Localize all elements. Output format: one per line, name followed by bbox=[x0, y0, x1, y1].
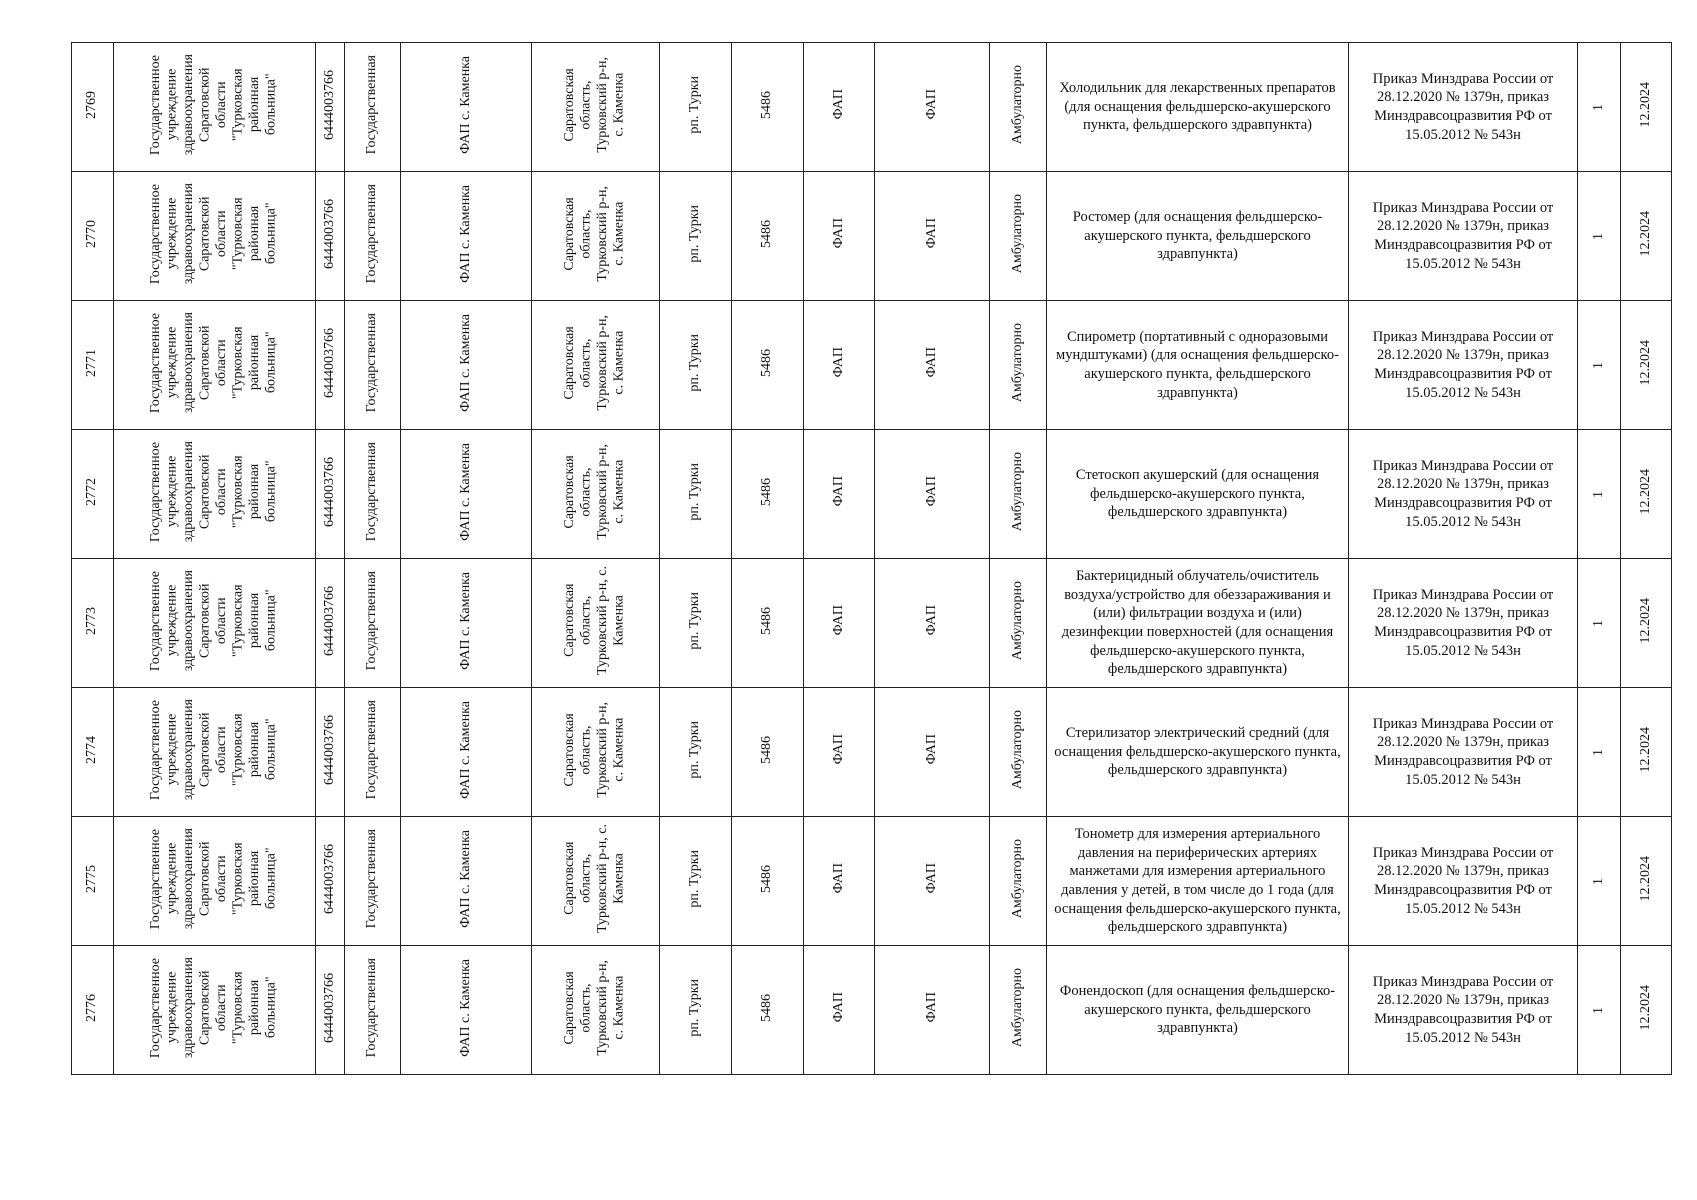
order-cell bbox=[1349, 172, 1578, 301]
regulatory-order: Приказ Минздрава России от 28.12.2020 № 1379н, приказ Минздравсоцразвития РФ от 15.05.2012 № 543н bbox=[1372, 328, 1554, 401]
facility-name: ФАП с. Каменка bbox=[457, 958, 473, 1057]
row-number-cell bbox=[72, 172, 114, 301]
organization-name: Государственное учреждение здравоохранения Саратовской области "Турковская районная больница" bbox=[148, 569, 280, 672]
address-cell bbox=[532, 946, 660, 1075]
care-form: Амбулаторно bbox=[1009, 838, 1025, 919]
address-cell bbox=[532, 430, 660, 559]
due-date: 12.2024 bbox=[1637, 597, 1653, 644]
inn: 6444003766 bbox=[321, 456, 337, 527]
facility-cell bbox=[401, 43, 532, 172]
organization-name: Государственное учреждение здравоохранения Саратовской области "Турковская районная больница" bbox=[148, 53, 280, 156]
subtype-cell bbox=[875, 301, 990, 430]
row-number: 2773 bbox=[84, 606, 100, 635]
ownership: Государственная bbox=[364, 183, 380, 284]
address: Саратовская область, Турковский р-н, с. Каменка bbox=[562, 185, 628, 282]
type-cell bbox=[804, 817, 875, 946]
inn: 6444003766 bbox=[321, 585, 337, 656]
table-row bbox=[72, 430, 1672, 559]
quantity: 1 bbox=[1590, 749, 1606, 756]
code: 5486 bbox=[759, 864, 775, 893]
district: рп. Турки bbox=[687, 75, 703, 134]
order-cell bbox=[1349, 43, 1578, 172]
care-form-cell bbox=[990, 430, 1047, 559]
due-date: 12.2024 bbox=[1637, 210, 1653, 257]
quantity: 1 bbox=[1590, 362, 1606, 369]
inn-cell bbox=[316, 43, 345, 172]
facility-type: ФАП bbox=[830, 992, 846, 1023]
facility-name: ФАП с. Каменка bbox=[457, 829, 473, 928]
district: рп. Турки bbox=[687, 204, 703, 263]
care-form-cell bbox=[990, 946, 1047, 1075]
facility-type: ФАП bbox=[830, 218, 846, 249]
address-cell bbox=[532, 559, 660, 688]
code-cell bbox=[732, 688, 804, 817]
ownership: Государственная bbox=[364, 312, 380, 413]
inn-cell bbox=[316, 946, 345, 1075]
facility-type: ФАП bbox=[830, 347, 846, 378]
organization-name: Государственное учреждение здравоохранения Саратовской области "Турковская районная больница" bbox=[148, 311, 280, 414]
quantity-cell bbox=[1578, 301, 1621, 430]
facility-cell bbox=[401, 688, 532, 817]
due-date: 12.2024 bbox=[1637, 339, 1653, 386]
organization-name: Государственное учреждение здравоохранения Саратовской области "Турковская районная больница" bbox=[148, 827, 280, 930]
quantity-cell bbox=[1578, 172, 1621, 301]
facility-subtype: ФАП bbox=[923, 863, 939, 894]
due-date: 12.2024 bbox=[1637, 726, 1653, 773]
ownership: Государственная bbox=[364, 54, 380, 155]
code: 5486 bbox=[759, 348, 775, 377]
date-cell bbox=[1621, 430, 1672, 559]
address: Саратовская область, Турковский р-н, с. Каменка bbox=[562, 824, 628, 933]
type-cell bbox=[804, 946, 875, 1075]
district-cell bbox=[660, 301, 732, 430]
row-number: 2776 bbox=[84, 993, 100, 1022]
ownership: Государственная bbox=[364, 441, 380, 542]
facility-type: ФАП bbox=[830, 863, 846, 894]
inn: 6444003766 bbox=[321, 972, 337, 1043]
subtype-cell bbox=[875, 172, 990, 301]
care-form-cell bbox=[990, 43, 1047, 172]
facility-subtype: ФАП bbox=[923, 347, 939, 378]
equipment-cell bbox=[1047, 817, 1349, 946]
table-row bbox=[72, 43, 1672, 172]
equipment-cell bbox=[1047, 688, 1349, 817]
inn: 6444003766 bbox=[321, 843, 337, 914]
ownership-cell bbox=[345, 172, 401, 301]
organization-name: Государственное учреждение здравоохранения Саратовской области "Турковская районная больница" bbox=[148, 182, 280, 285]
equipment-cell bbox=[1047, 946, 1349, 1075]
ownership-cell bbox=[345, 559, 401, 688]
code: 5486 bbox=[759, 993, 775, 1022]
facility-name: ФАП с. Каменка bbox=[457, 184, 473, 283]
quantity-cell bbox=[1578, 688, 1621, 817]
type-cell bbox=[804, 430, 875, 559]
inn-cell bbox=[316, 688, 345, 817]
facility-cell bbox=[401, 559, 532, 688]
care-form: Амбулаторно bbox=[1009, 709, 1025, 790]
quantity: 1 bbox=[1590, 491, 1606, 498]
equipment-description: Стерилизатор электрический средний (для оснащения фельдшерско-акушерского пункта, фельдшерского здравпункта) bbox=[1054, 725, 1341, 779]
row-number: 2771 bbox=[84, 348, 100, 377]
organization-cell bbox=[114, 430, 316, 559]
ownership-cell bbox=[345, 301, 401, 430]
code: 5486 bbox=[759, 606, 775, 635]
quantity-cell bbox=[1578, 430, 1621, 559]
row-number: 2769 bbox=[84, 90, 100, 119]
subtype-cell bbox=[875, 559, 990, 688]
row-number-cell bbox=[72, 430, 114, 559]
district: рп. Турки bbox=[687, 462, 703, 521]
facility-name: ФАП с. Каменка bbox=[457, 442, 473, 541]
address: Саратовская область, Турковский р-н, с. Каменка bbox=[562, 701, 628, 798]
organization-cell bbox=[114, 43, 316, 172]
equipment-description: Бактерицидный облучатель/очиститель воздуха/устройство для обеззараживания и (или) фильтрации воздуха и (или) дезинфекции поверхностей (для оснащения фельдшерско-акушерского пункта, фельдшерского здравпункта) bbox=[1061, 568, 1334, 678]
order-cell bbox=[1349, 946, 1578, 1075]
district: рп. Турки bbox=[687, 849, 703, 908]
type-cell bbox=[804, 688, 875, 817]
ownership-cell bbox=[345, 946, 401, 1075]
regulatory-order: Приказ Минздрава России от 28.12.2020 № 1379н, приказ Минздравсоцразвития РФ от 15.05.2012 № 543н bbox=[1372, 457, 1554, 530]
equipment-description: Стетоскоп акушерский (для оснащения фельдшерско-акушерского пункта, фельдшерского здравпункта) bbox=[1075, 467, 1320, 521]
order-cell bbox=[1349, 301, 1578, 430]
date-cell bbox=[1621, 946, 1672, 1075]
district-cell bbox=[660, 559, 732, 688]
row-number-cell bbox=[72, 817, 114, 946]
facility-subtype: ФАП bbox=[923, 734, 939, 765]
subtype-cell bbox=[875, 817, 990, 946]
district-cell bbox=[660, 43, 732, 172]
regulatory-order: Приказ Минздрава России от 28.12.2020 № 1379н, приказ Минздравсоцразвития РФ от 15.05.2012 № 543н bbox=[1372, 586, 1554, 659]
ownership-cell bbox=[345, 430, 401, 559]
district-cell bbox=[660, 172, 732, 301]
due-date: 12.2024 bbox=[1637, 81, 1653, 128]
equipment-description: Фонендоскоп (для оснащения фельдшерско-акушерского пункта, фельдшерского здравпункта) bbox=[1059, 983, 1336, 1037]
date-cell bbox=[1621, 301, 1672, 430]
district-cell bbox=[660, 817, 732, 946]
facility-type: ФАП bbox=[830, 89, 846, 120]
district: рп. Турки bbox=[687, 720, 703, 779]
equipment-cell bbox=[1047, 559, 1349, 688]
code: 5486 bbox=[759, 90, 775, 119]
district: рп. Турки bbox=[687, 591, 703, 650]
order-cell bbox=[1349, 559, 1578, 688]
inn-cell bbox=[316, 559, 345, 688]
quantity: 1 bbox=[1590, 233, 1606, 240]
district-cell bbox=[660, 688, 732, 817]
date-cell bbox=[1621, 688, 1672, 817]
code-cell bbox=[732, 43, 804, 172]
ownership: Государственная bbox=[364, 957, 380, 1058]
address-cell bbox=[532, 688, 660, 817]
facility-subtype: ФАП bbox=[923, 605, 939, 636]
order-cell bbox=[1349, 688, 1578, 817]
row-number-cell bbox=[72, 301, 114, 430]
quantity: 1 bbox=[1590, 620, 1606, 627]
care-form-cell bbox=[990, 301, 1047, 430]
quantity: 1 bbox=[1590, 104, 1606, 111]
facility-type: ФАП bbox=[830, 476, 846, 507]
code-cell bbox=[732, 172, 804, 301]
address-cell bbox=[532, 817, 660, 946]
district: рп. Турки bbox=[687, 978, 703, 1037]
inn: 6444003766 bbox=[321, 714, 337, 785]
subtype-cell bbox=[875, 688, 990, 817]
row-number-cell bbox=[72, 688, 114, 817]
ownership: Государственная bbox=[364, 699, 380, 800]
facility-name: ФАП с. Каменка bbox=[457, 700, 473, 799]
row-number: 2770 bbox=[84, 219, 100, 248]
facility-subtype: ФАП bbox=[923, 89, 939, 120]
type-cell bbox=[804, 559, 875, 688]
row-number: 2774 bbox=[84, 735, 100, 764]
due-date: 12.2024 bbox=[1637, 984, 1653, 1031]
address-cell bbox=[532, 43, 660, 172]
care-form-cell bbox=[990, 172, 1047, 301]
regulatory-order: Приказ Минздрава России от 28.12.2020 № 1379н, приказ Минздравсоцразвития РФ от 15.05.2012 № 543н bbox=[1372, 70, 1554, 143]
address: Саратовская область, Турковский р-н, с. Каменка bbox=[562, 314, 628, 411]
district-cell bbox=[660, 430, 732, 559]
organization-name: Государственное учреждение здравоохранения Саратовской области "Турковская районная больница" bbox=[148, 956, 280, 1059]
facility-subtype: ФАП bbox=[923, 218, 939, 249]
ownership: Государственная bbox=[364, 828, 380, 929]
equipment-description: Холодильник для лекарственных препаратов (для оснащения фельдшерско-акушерского пункта, фельдшерского здравпункта) bbox=[1059, 80, 1336, 134]
row-number: 2775 bbox=[84, 864, 100, 893]
table-row bbox=[72, 172, 1672, 301]
quantity-cell bbox=[1578, 43, 1621, 172]
facility-cell bbox=[401, 301, 532, 430]
quantity: 1 bbox=[1590, 878, 1606, 885]
table-row bbox=[72, 817, 1672, 946]
equipment-description: Спирометр (портативный с одноразовыми мундштуками) (для оснащения фельдшерско-акушерского пункта, фельдшерского здравпункта) bbox=[1056, 328, 1339, 401]
table-row bbox=[72, 559, 1672, 688]
equipment-description: Ростомер (для оснащения фельдшерско-акушерского пункта, фельдшерского здравпункта) bbox=[1072, 209, 1323, 263]
code: 5486 bbox=[759, 735, 775, 764]
quantity-cell bbox=[1578, 817, 1621, 946]
date-cell bbox=[1621, 817, 1672, 946]
care-form-cell bbox=[990, 817, 1047, 946]
table-row bbox=[72, 688, 1672, 817]
inn: 6444003766 bbox=[321, 327, 337, 398]
code: 5486 bbox=[759, 477, 775, 506]
organization-name: Государственное учреждение здравоохранения Саратовской области "Турковская районная больница" bbox=[148, 698, 280, 801]
address: Саратовская область, Турковский р-н, с. Каменка bbox=[562, 443, 628, 540]
inn-cell bbox=[316, 817, 345, 946]
organization-cell bbox=[114, 946, 316, 1075]
code: 5486 bbox=[759, 219, 775, 248]
subtype-cell bbox=[875, 43, 990, 172]
equipment-cell bbox=[1047, 43, 1349, 172]
facility-subtype: ФАП bbox=[923, 476, 939, 507]
table-row bbox=[72, 301, 1672, 430]
address-cell bbox=[532, 301, 660, 430]
care-form: Амбулаторно bbox=[1009, 64, 1025, 145]
district-cell bbox=[660, 946, 732, 1075]
facility-cell bbox=[401, 430, 532, 559]
date-cell bbox=[1621, 172, 1672, 301]
inn-cell bbox=[316, 430, 345, 559]
ownership-cell bbox=[345, 817, 401, 946]
quantity-cell bbox=[1578, 946, 1621, 1075]
care-form-cell bbox=[990, 559, 1047, 688]
organization-name: Государственное учреждение здравоохранения Саратовской области "Турковская районная больница" bbox=[148, 440, 280, 543]
row-number-cell bbox=[72, 559, 114, 688]
subtype-cell bbox=[875, 946, 990, 1075]
organization-cell bbox=[114, 301, 316, 430]
due-date: 12.2024 bbox=[1637, 855, 1653, 902]
type-cell bbox=[804, 172, 875, 301]
order-cell bbox=[1349, 817, 1578, 946]
quantity: 1 bbox=[1590, 1007, 1606, 1014]
code-cell bbox=[732, 301, 804, 430]
facility-cell bbox=[401, 172, 532, 301]
inn-cell bbox=[316, 172, 345, 301]
regulatory-order: Приказ Минздрава России от 28.12.2020 № 1379н, приказ Минздравсоцразвития РФ от 15.05.2012 № 543н bbox=[1372, 973, 1554, 1046]
care-form: Амбулаторно bbox=[1009, 580, 1025, 661]
facility-name: ФАП с. Каменка bbox=[457, 55, 473, 154]
address-cell bbox=[532, 172, 660, 301]
ownership-cell bbox=[345, 43, 401, 172]
ownership: Государственная bbox=[364, 570, 380, 671]
code-cell bbox=[732, 430, 804, 559]
equipment-description: Тонометр для измерения артериального давления на периферических артериях манжетами для измерения артериального давления у детей, в том числе до 1 года (для оснащения фельдшерско-акушерского пункта, фельдшерского здравпункта) bbox=[1054, 826, 1341, 936]
district: рп. Турки bbox=[687, 333, 703, 392]
type-cell bbox=[804, 301, 875, 430]
row-number: 2772 bbox=[84, 477, 100, 506]
table-row bbox=[72, 946, 1672, 1075]
facility-type: ФАП bbox=[830, 734, 846, 765]
address: Саратовская область, Турковский р-н, с. Каменка bbox=[562, 959, 628, 1056]
facility-name: ФАП с. Каменка bbox=[457, 571, 473, 670]
inn: 6444003766 bbox=[321, 69, 337, 140]
address: Саратовская область, Турковский р-н, с. Каменка bbox=[562, 56, 628, 153]
facility-type: ФАП bbox=[830, 605, 846, 636]
regulatory-order: Приказ Минздрава России от 28.12.2020 № 1379н, приказ Минздравсоцразвития РФ от 15.05.2012 № 543н bbox=[1372, 199, 1554, 272]
code-cell bbox=[732, 817, 804, 946]
organization-cell bbox=[114, 172, 316, 301]
code-cell bbox=[732, 559, 804, 688]
care-form: Амбулаторно bbox=[1009, 451, 1025, 532]
row-number-cell bbox=[72, 946, 114, 1075]
organization-cell bbox=[114, 559, 316, 688]
order-cell bbox=[1349, 430, 1578, 559]
care-form-cell bbox=[990, 688, 1047, 817]
row-number-cell bbox=[72, 43, 114, 172]
code-cell bbox=[732, 946, 804, 1075]
equipment-table bbox=[71, 42, 1672, 1075]
type-cell bbox=[804, 43, 875, 172]
date-cell bbox=[1621, 559, 1672, 688]
organization-cell bbox=[114, 688, 316, 817]
regulatory-order: Приказ Минздрава России от 28.12.2020 № 1379н, приказ Минздравсоцразвития РФ от 15.05.2012 № 543н bbox=[1372, 844, 1554, 917]
quantity-cell bbox=[1578, 559, 1621, 688]
care-form: Амбулаторно bbox=[1009, 967, 1025, 1048]
facility-cell bbox=[401, 817, 532, 946]
organization-cell bbox=[114, 817, 316, 946]
date-cell bbox=[1621, 43, 1672, 172]
facility-subtype: ФАП bbox=[923, 992, 939, 1023]
facility-name: ФАП с. Каменка bbox=[457, 313, 473, 412]
facility-cell bbox=[401, 946, 532, 1075]
inn: 6444003766 bbox=[321, 198, 337, 269]
care-form: Амбулаторно bbox=[1009, 322, 1025, 403]
ownership-cell bbox=[345, 688, 401, 817]
regulatory-order: Приказ Минздрава России от 28.12.2020 № 1379н, приказ Минздравсоцразвития РФ от 15.05.2012 № 543н bbox=[1372, 715, 1554, 788]
address: Саратовская область, Турковский р-н, с. Каменка bbox=[562, 566, 628, 675]
care-form: Амбулаторно bbox=[1009, 193, 1025, 274]
due-date: 12.2024 bbox=[1637, 468, 1653, 515]
subtype-cell bbox=[875, 430, 990, 559]
equipment-cell bbox=[1047, 430, 1349, 559]
equipment-cell bbox=[1047, 172, 1349, 301]
inn-cell bbox=[316, 301, 345, 430]
equipment-cell bbox=[1047, 301, 1349, 430]
